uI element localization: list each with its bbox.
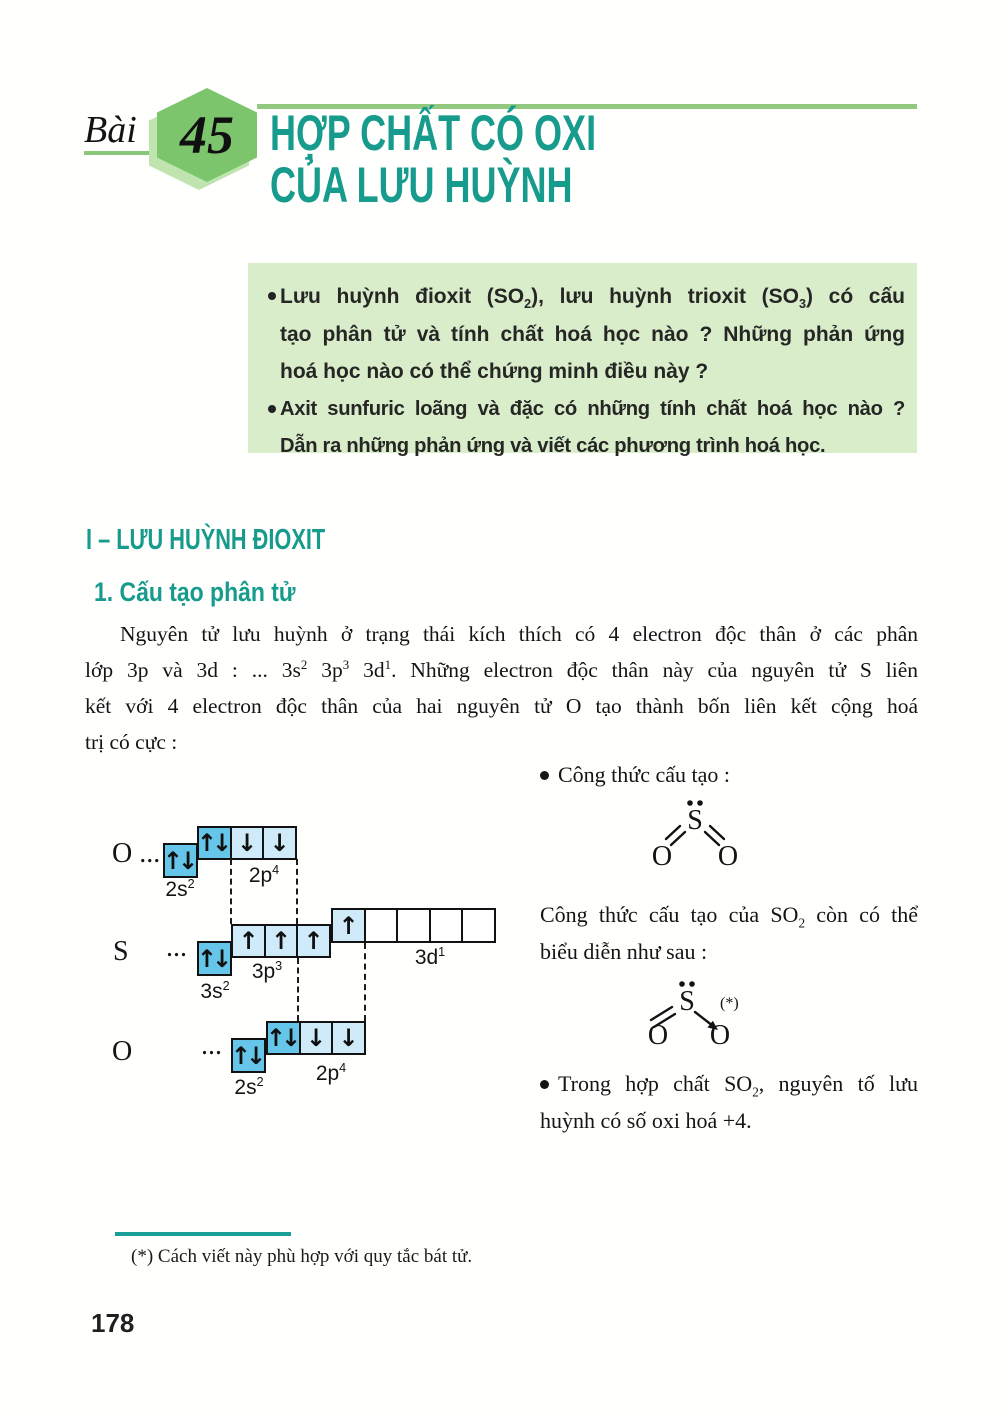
orbital-3d-row-s — [331, 908, 496, 943]
orbital-dashed-connector — [230, 859, 232, 924]
paragraph-line-1: Nguyên tử lưu huỳnh ở trạng thái kích thích có 4 electron độc thân ở các phân — [120, 622, 918, 646]
intro-bullet-2-line-1: Axit sunfuric loãng và đặc có những tính chất hoá học nào ? — [280, 397, 905, 420]
page-title-line-2: CỦA LƯU HUỲNH — [270, 157, 573, 213]
footnote-marker: (*) — [720, 995, 739, 1012]
orbital-2s-row-o-bottom — [231, 1038, 266, 1073]
section-heading: I – LƯU HUỲNH ĐIOXIT — [86, 524, 326, 556]
intro-bullet-1 — [248, 278, 905, 391]
footnote-text: (*) Cách viết này phù hợp với quy tắc bát tử. — [131, 1246, 473, 1267]
oxygen-atom-label: O — [651, 841, 673, 872]
paragraph-line-2: lớp 3p và 3d : ... $3s^2$ $3p^3$ $3d^1$. Những electron độc thân này của nguyên tử S liên — [85, 657, 919, 682]
orbital-box: ↑↓ — [231, 1038, 266, 1073]
orbital-label-3p3: $3p^3$ — [251, 959, 283, 983]
orbital-2s-row-o-top — [163, 843, 198, 878]
orbital-label-2p4: $2p^4$ — [248, 863, 280, 887]
bullet-icon — [268, 405, 276, 413]
orbital-box: ↑↓ — [266, 1021, 301, 1055]
intro-bullet-1-line-2: tạo phân tử và tính chất hoá học nào ? Những phản ứng — [280, 322, 905, 346]
intro-bullet-2-line-2: Dẫn ra những phản ứng và viết các phương trình hoá học. — [280, 435, 826, 457]
bullet-icon — [540, 771, 549, 780]
oxygen-atom-label: O — [709, 1020, 731, 1051]
intro-bullet-2 — [248, 391, 905, 466]
lesson-label-underline — [84, 151, 158, 155]
subsection-heading: 1. Cấu tạo phân tử — [94, 577, 296, 607]
oxygen-atom-label: O — [717, 841, 739, 872]
orbital-box: ↑↓ — [197, 941, 232, 976]
orbital-box — [461, 908, 496, 943]
lesson-label: Bài — [84, 109, 137, 151]
oxidation-state-line-1: Trong hợp chất $SO_2$, nguyên tố lưu — [540, 1066, 918, 1102]
structural-formula-caption: Công thức cấu tạo : — [540, 757, 730, 793]
alt-formula-text-line-2: biểu diễn như sau : — [540, 939, 708, 964]
orbital-box: ↓ — [230, 826, 265, 860]
sulfur-atom-label: S — [687, 805, 703, 836]
orbital-box: ↓ — [299, 1021, 334, 1055]
orbital-box — [429, 908, 464, 943]
orbital-box: ↑ — [331, 908, 366, 943]
orbital-box: ↓ — [331, 1021, 366, 1055]
bullet-icon — [540, 1080, 549, 1089]
oxidation-state-line-2: huỳnh có số oxi hoá +4. — [540, 1108, 752, 1133]
oxygen-atom-label: O — [647, 1020, 669, 1051]
footnote-rule — [115, 1232, 291, 1236]
orbital-row-dots-s: ... — [166, 932, 187, 963]
orbital-label-2s2: $2s^2$ — [165, 877, 195, 901]
lewis-structure-so2-dative — [628, 974, 768, 1058]
page-title — [270, 107, 596, 211]
orbital-label-3d1: $3d^1$ — [414, 945, 446, 969]
orbital-box: ↑↓ — [197, 826, 232, 860]
orbital-3p-row-s — [231, 924, 331, 958]
page-title-line-1: HỢP CHẤT CÓ OXI — [270, 105, 597, 161]
orbital-label-3s2: $3s^2$ — [200, 979, 230, 1003]
paragraph-line-4: trị có cực : — [85, 730, 178, 754]
orbital-row-dots-o-bottom: ... — [201, 1030, 222, 1061]
orbital-dashed-connector — [297, 958, 299, 1021]
orbital-row-label-o-bottom: O — [112, 1036, 133, 1067]
lesson-number: 45 — [180, 105, 234, 165]
orbital-row-label-s: S — [113, 936, 129, 967]
orbital-2p-row-o-bottom — [266, 1021, 366, 1055]
orbital-2p-row-o-top — [197, 826, 297, 860]
intro-paragraph — [85, 616, 918, 760]
intro-bullet-1-line-1: Lưu huỳnh đioxit $(SO_2)$, lưu huỳnh trioxit $(SO_3)$ có cấu — [280, 285, 905, 312]
intro-bullet-1-line-3: hoá học nào có thể chứng minh điều này ? — [280, 360, 709, 383]
orbital-dashed-connector — [296, 859, 298, 924]
alt-formula-text-line-1: Công thức cấu tạo của $SO_2$ còn có thể — [540, 902, 918, 931]
orbital-box — [364, 908, 399, 943]
orbital-label-2s2-bottom: $2s^2$ — [234, 1075, 264, 1099]
orbital-box: ↓ — [262, 826, 297, 860]
orbital-dashed-connector — [364, 943, 366, 1021]
orbital-box — [396, 908, 431, 943]
orbital-box: ↑ — [296, 924, 331, 958]
paragraph-line-3: kết với 4 electron độc thân của hai nguyên tử O tạo thành bốn liên kết cộng hoá — [85, 694, 918, 718]
orbital-box: ↑↓ — [163, 843, 198, 878]
intro-box — [248, 263, 917, 457]
bullet-icon — [268, 292, 276, 300]
orbital-row-label-o-top: O ... — [112, 838, 161, 869]
orbital-box: ↑ — [264, 924, 299, 958]
orbital-3s-row-s — [197, 941, 232, 976]
sulfur-atom-label: S — [679, 986, 695, 1017]
lewis-structure-so2 — [640, 791, 752, 873]
page-number: 178 — [91, 1308, 135, 1338]
orbital-box: ↑ — [231, 924, 266, 958]
orbital-label-2p4-bottom: $2p^4$ — [315, 1061, 347, 1085]
